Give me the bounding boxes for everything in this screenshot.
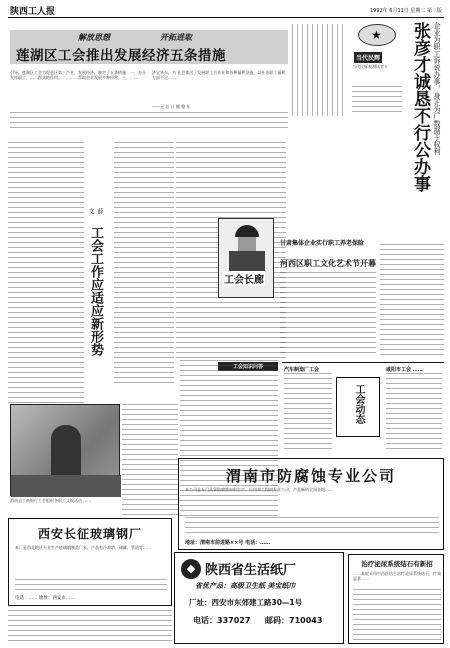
vertical-headline-small: 企业为职工诉说办事，身正为厂数据于权利 bbox=[433, 22, 441, 155]
lead-headline: 莲湖区工会推出发展经济五条措施 bbox=[16, 48, 226, 64]
bottom-left-text bbox=[8, 610, 172, 642]
ad-fangfu-lines bbox=[185, 517, 439, 535]
lead-text-lines bbox=[10, 112, 288, 132]
vertical-headline-big: 张彦才诚恳不行公办事 bbox=[410, 22, 430, 192]
date-line: 1992年 6月11日 星期二 第三版 bbox=[369, 8, 442, 14]
col2-box bbox=[336, 377, 380, 437]
ad-paper bbox=[174, 552, 344, 644]
mid-right-text-2 bbox=[380, 244, 444, 356]
badge-text bbox=[352, 86, 402, 114]
helmet-shape bbox=[235, 225, 259, 237]
ad-paper-address: 厂址：西安市东郊建工路30—1号 bbox=[189, 598, 303, 607]
badge-title: 当代民辉 bbox=[354, 52, 382, 63]
ad-paper-postcode: 邮码：710043 bbox=[265, 616, 323, 625]
ad-clinic bbox=[348, 554, 444, 644]
ad-paper-phone: 电话：337027 bbox=[193, 616, 251, 625]
photo-caption: 渭南县工商银行工会组织各职工文娱活动 …… bbox=[10, 498, 92, 503]
feature-title: 工会工作应适应新形势 bbox=[88, 226, 103, 356]
col3-title: 咸阳市工会 …… bbox=[386, 367, 423, 373]
photo bbox=[10, 404, 120, 496]
photo-desk bbox=[11, 475, 121, 497]
ad-glass-phone: 电话：…… 地址：西安市…… bbox=[15, 596, 75, 601]
lead-body-right: 济宝华东，为 社会推出了发展职工合作社和各种福利设施，以补充职工福利方面不足…… bbox=[152, 70, 286, 81]
badge-stamp: 当代民辉观测读者卡 bbox=[352, 64, 388, 69]
side-badge bbox=[350, 20, 404, 116]
ad-clinic-title: 治疗泌尿系统结石有新招 bbox=[361, 560, 433, 568]
worker-figure bbox=[227, 225, 267, 275]
poster bbox=[218, 218, 274, 298]
star-icon: ★ bbox=[371, 28, 382, 42]
col2-title: 工会动态 bbox=[353, 384, 364, 424]
ad-glass-body: 本厂是西北地区专业生产玻璃钢制品厂家，产品有冷却塔、储罐、管道等…… bbox=[15, 545, 151, 550]
ad-clinic-lines bbox=[353, 589, 441, 641]
ad-clinic-body: ……本院采用中西医结合治疗泌尿系统结石，疗效显著…… bbox=[353, 571, 441, 582]
ad-glass bbox=[8, 518, 172, 606]
lead-story bbox=[8, 22, 290, 134]
lead-quote: ——元 总 日 播 整 年 bbox=[152, 104, 191, 109]
mid-right-text bbox=[280, 272, 376, 356]
badge-emblem bbox=[358, 24, 396, 46]
mid-right bbox=[280, 238, 444, 358]
ad-paper-tagline: 省优产品：高级卫生纸 美宝纸巾 bbox=[195, 582, 296, 590]
feature-text-left bbox=[8, 142, 84, 404]
poster-caption: 工会知识问答 bbox=[218, 362, 278, 371]
ad-glass-lines bbox=[15, 579, 167, 593]
ad-fangfu-body: 本公司是专门从事防腐蚀材料生产、应用和工程的专业公司，产品畅销全国各地…… bbox=[185, 487, 333, 492]
feature-text-right bbox=[114, 142, 174, 386]
masthead bbox=[8, 4, 444, 18]
ad-fangfu-address: 地址：渭南市前进路××号 电话：…… bbox=[185, 540, 271, 546]
headline-band bbox=[10, 30, 288, 64]
lead-body-left: 引导、莲湖区工会为促进区第三产业、发展经济，制定了五条措施：一、充分发挥职工、……群众的作用。二、……帮助企业发展多种经营。三、…… bbox=[10, 70, 146, 81]
below-photo-text bbox=[122, 404, 178, 516]
ad-fangfu-title: 渭南市防腐蚀专业公司 bbox=[225, 467, 396, 485]
lower-right bbox=[282, 362, 444, 454]
ad-glass-title: 西安长征玻璃钢厂 bbox=[37, 527, 142, 541]
kicker-right: 开拓进取 bbox=[160, 33, 192, 42]
col1-title: 汽车制造厂工会 bbox=[284, 367, 320, 373]
feature-title-box bbox=[84, 226, 110, 386]
col3-text bbox=[386, 373, 442, 453]
paper-logo-icon: ◆ bbox=[181, 559, 201, 579]
col1-text bbox=[284, 373, 332, 453]
face-shape bbox=[238, 237, 256, 251]
narrow-column-text bbox=[292, 24, 344, 116]
poster-title: 工会长廊 bbox=[223, 271, 265, 286]
ad-paper-title: 陕西省生活纸厂 bbox=[205, 563, 297, 578]
mid-right-headline: 甘肃集体企业实行职工养老保险 bbox=[280, 240, 365, 247]
mid-right-subhead: 河西区职工文化艺术节开幕 bbox=[280, 259, 376, 268]
feature-author: 薛 文 bbox=[87, 208, 103, 214]
paper-name: 陕西工人报 bbox=[10, 7, 56, 17]
kicker-left: 解放思想 bbox=[78, 33, 110, 42]
ad-fangfu bbox=[178, 458, 444, 550]
